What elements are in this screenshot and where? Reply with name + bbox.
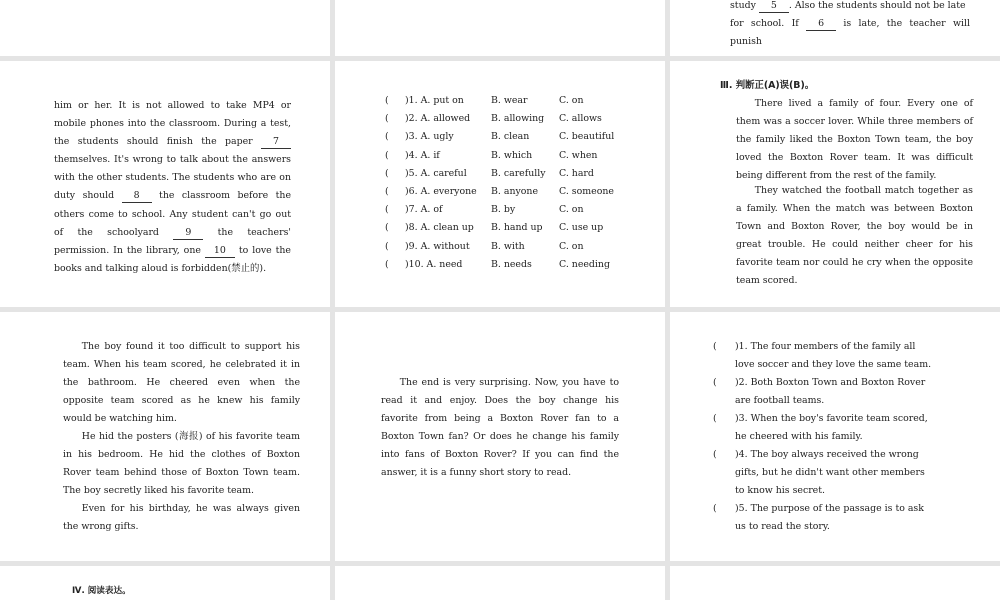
panel-row4-middle: [335, 566, 665, 600]
passage-paragraph: They watched the football match together as a family. When the match was between Boxton Town and Boxton Rover, the boy would be in great trouble. He could neither cheer for his favorite team nor could he cry when the opposite team scored.: [736, 185, 973, 287]
blank-7: 7: [261, 136, 291, 149]
panel-top-left: [0, 0, 330, 56]
section-4-heading: Ⅳ. 阅读表达。: [72, 586, 131, 596]
answer-paren: (: [385, 113, 389, 125]
answer-paren: (: [713, 503, 717, 514]
answer-paren: (: [713, 377, 717, 388]
passage-line: for school. If 6 is late, the teacher will punish: [730, 18, 970, 48]
panel-bottom-left: [0, 312, 330, 561]
judgement-list: [713, 338, 953, 558]
panel-middle-left: [0, 61, 330, 307]
panel-bottom-right: [670, 312, 1000, 561]
passage-paragraph: Even for his birthday, he was always given the wrong gifts.: [63, 503, 300, 533]
answer-paren: (: [713, 449, 717, 460]
judgement-item: ( )2. Both Boxton Town and Boxton Rover are football teams.: [713, 374, 953, 410]
passage-continued: [730, 0, 970, 51]
blank-6: 6: [806, 18, 836, 31]
answer-paren: (: [385, 240, 389, 252]
panel-middle-right: [670, 61, 1000, 307]
options-list: ( )1. A. put on B. wear C. on ( )2. A. allowed B. allowing C. allows ( )3. A. ugly B. clean C. beautiful ( )4. A. if B. which C. when ( )5. A. careful B. carefully C. hard ( )6. A. everyone B. anyone C. someone ( )7. A. of B. by C. on ( )8. A. clean up B. hand up C. use up ( )9. A. without B. with C. on ( )10. A. need B. needs C. needing: [335, 92, 665, 292]
section-3-heading: Ⅲ. 判断正(A)误(B)。: [720, 80, 815, 91]
answer-paren: (: [385, 204, 389, 216]
judgement-item: ( )1. The four members of the family all love soccer and they love the same team.: [713, 338, 953, 374]
answer-paren: (: [385, 222, 389, 234]
judgement-item: ( )4. The boy always received the wrong gifts, but he didn't want other members to know his secret.: [713, 446, 953, 500]
judgement-item: ( )5. The purpose of the passage is to ask us to read the story.: [713, 500, 953, 536]
panel-bottom-center: [335, 312, 665, 561]
panel-row4-right: [670, 566, 1000, 600]
panel-top-middle: [335, 0, 665, 56]
blank-9: 9: [173, 227, 203, 240]
passage-paragraph: He hid the posters (海报) of his favorite team in his bedroom. He hid the clothes of Boxton Rover team behind those of Boxton Town team. The boy secretly liked his favorite team.: [63, 431, 300, 497]
blank-10: 10: [205, 245, 235, 258]
passage-paragraph: The end is very surprising. Now, you have to read it and enjoy. Does the boy change his favorite from being a Boxton Rover fan to a Boxton Town fan? Or does he change his family into fans of Boxton Rover? If you can find the answer, it is a funny short story to read.: [381, 377, 619, 479]
blank-5: 5: [759, 0, 789, 13]
judgement-item: ( )3. When the boy's favorite team scored, he cheered with his family.: [713, 410, 953, 446]
panel-row4-left: [0, 566, 330, 600]
answer-paren: (: [385, 131, 389, 143]
answer-paren: (: [385, 149, 389, 161]
answer-paren: (: [713, 341, 717, 352]
passage-paragraph: There lived a family of four. Every one of them was a soccer lover. While three members of the family liked the Boxton Town team, the boy loved the Boxton Rover team. It was difficult being different from the rest of the family.: [736, 98, 973, 182]
answer-paren: (: [385, 258, 389, 270]
answer-paren: (: [385, 95, 389, 106]
answer-paren: (: [385, 167, 389, 179]
cloze-passage: him or her. It is not allowed to take MP4 or mobile phones into the classroom. During a test, the students should finish the paper 7 themselves. It's wrong to talk about the answers with the other students. The students who are on duty should 8 the classroom before the others come to school. Any student can't go out of the schoolyard 9 the teachers' permission. In the library, one 10 to love the books and talking aloud is forbidden(禁止的).: [54, 100, 291, 274]
passage-paragraph: The boy found it too difficult to support his team. When his team scored, he celebrated it in the bathroom. He cheered even when the opposite team scored as he knew his family would be watching him.: [63, 341, 300, 425]
answer-paren: (: [713, 413, 717, 424]
passage-line: study 5 . Also the students should not be late: [730, 0, 966, 11]
panel-top-right: [670, 0, 1000, 56]
blank-8: 8: [122, 190, 152, 203]
panel-middle-center: [335, 61, 665, 307]
answer-paren: (: [385, 186, 389, 197]
